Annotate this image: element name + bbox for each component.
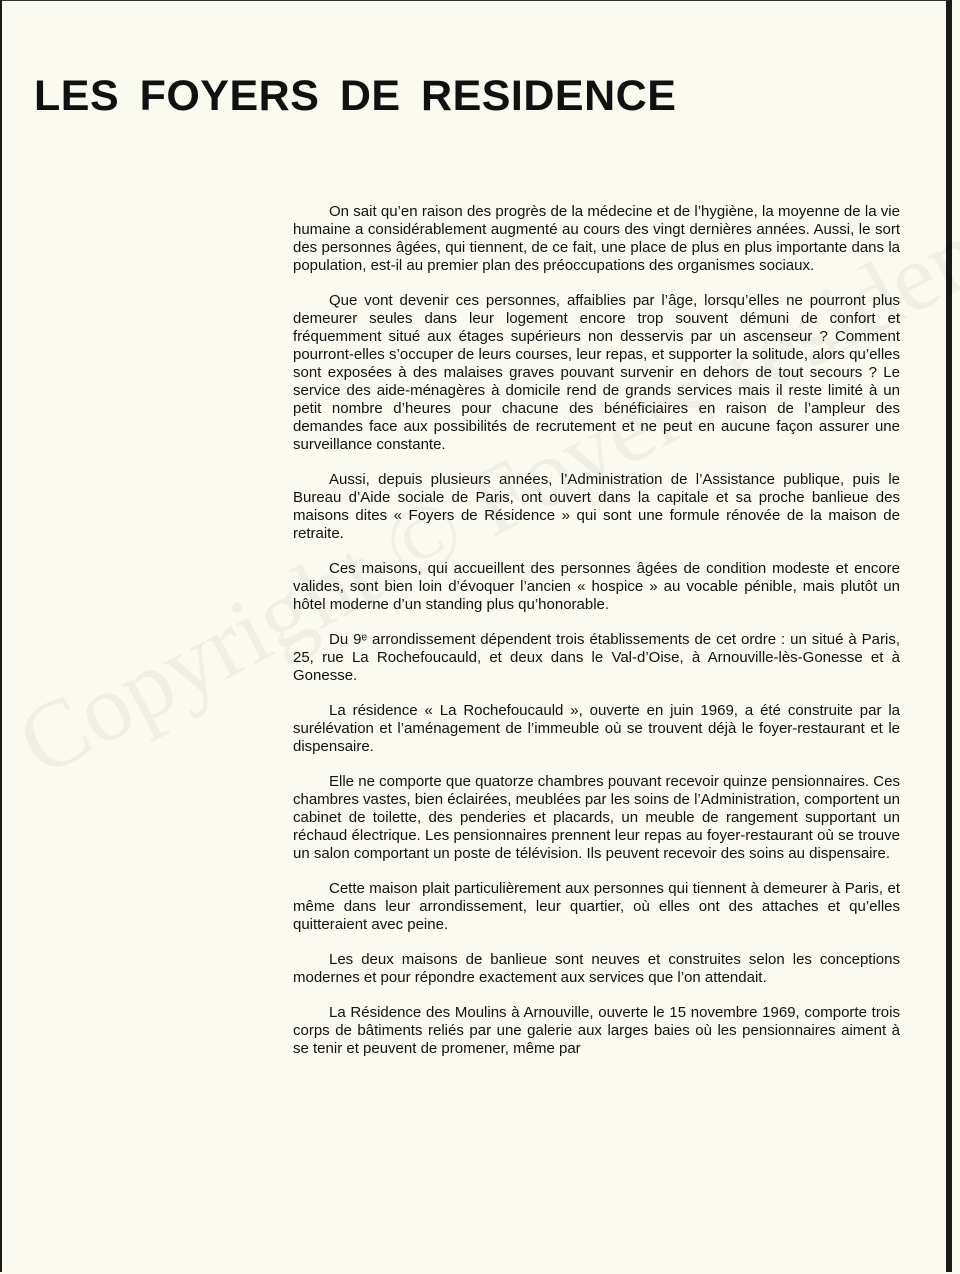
paragraph: Du 9ᵉ arrondissement dépendent trois établissements de cet ordre : un situé à Paris, 25, rue La Rochefoucauld, et deux dans le Val-d’Oise, à Arnouville-lès-Gonesse et à Gonesse. xyxy=(293,631,900,684)
paragraph: On sait qu’en raison des progrès de la médecine et de l’hygiène, la moyenne de la vie humaine a considérablement augmenté au cours des vingt dernières années. Aussi, le sort des personnes âgées, qui tiennent, de ce fait, une place de plus en plus importante dans la population, est-il au premier plan des préoccupations des organismes sociaux. xyxy=(293,203,900,274)
paragraph: La Résidence des Moulins à Arnouville, ouverte le 15 novembre 1969, comporte trois corps de bâtiments reliés par une galerie aux larges baies où les pensionnaires aiment à se tenir et peuvent de promener, même par xyxy=(293,1004,900,1057)
paragraph: Aussi, depuis plusieurs années, l’Administration de l’Assistance publique, puis le Bureau d’Aide sociale de Paris, ont ouvert dans la capitale et sa proche banlieue des maisons dites « Foyers de Résidence » qui sont une formule rénovée de la maison de retraite. xyxy=(293,471,900,542)
paragraph: Que vont devenir ces personnes, affaiblies par l’âge, lorsqu’elles ne pourront plus demeurer seules dans leur logement encore trop souvent démuni de confort et fréquemment situé aux étages supérieurs non desservis par un ascenseur ? Comment pourront-elles s’occuper de leurs courses, leur repas, et supporter la solitude, alors qu’elles sont exposées à des malaises graves pouvant survenir en dehors de tout secours ? Le service des aide-ménagères à domicile rend de grands services mais il reste limité à un petit nombre d’heures pour chacune des bénéficiaires en raison de l’ampleur des demandes face aux possibilités de recrutement et ne peut en aucune façon assurer une surveillance constante. xyxy=(293,292,900,453)
page-title: LES FOYERS DE RESIDENCE xyxy=(34,72,677,120)
article-body xyxy=(293,203,900,1075)
paragraph: Elle ne comporte que quatorze chambres pouvant recevoir quinze pensionnaires. Ces chambres vastes, bien éclairées, meublées par les soins de l’Administration, comportent un cabinet de toilette, des penderies et placards, un meuble de rangement supportant un réchaud électrique. Les pensionnaires prennent leur repas au foyer-restaurant où se trouve un salon comportant un poste de télévision. Ils peuvent recevoir des soins au dispensaire. xyxy=(293,773,900,862)
paragraph: Les deux maisons de banlieue sont neuves et construites selon les conceptions modernes et pour répondre exactement aux services que l’on attendait. xyxy=(293,951,900,986)
paragraph: Ces maisons, qui accueillent des personnes âgées de condition modeste et encore valides, sont bien loin d’évoquer l’ancien « hospice » au vocable pénible, mais plutôt un hôtel moderne d’un standing plus qu’honorable. xyxy=(293,560,900,613)
paragraph: Cette maison plait particulièrement aux personnes qui tiennent à demeurer à Paris, et même dans leur arrondissement, leur quartier, où elles ont des attaches et qu’elles quitteraient avec peine. xyxy=(293,880,900,933)
paragraph: La résidence « La Rochefoucauld », ouverte en juin 1969, a été construite par la surélévation et l’aménagement de l’immeuble où se trouvent déjà le foyer-restaurant et le dispensaire. xyxy=(293,702,900,755)
